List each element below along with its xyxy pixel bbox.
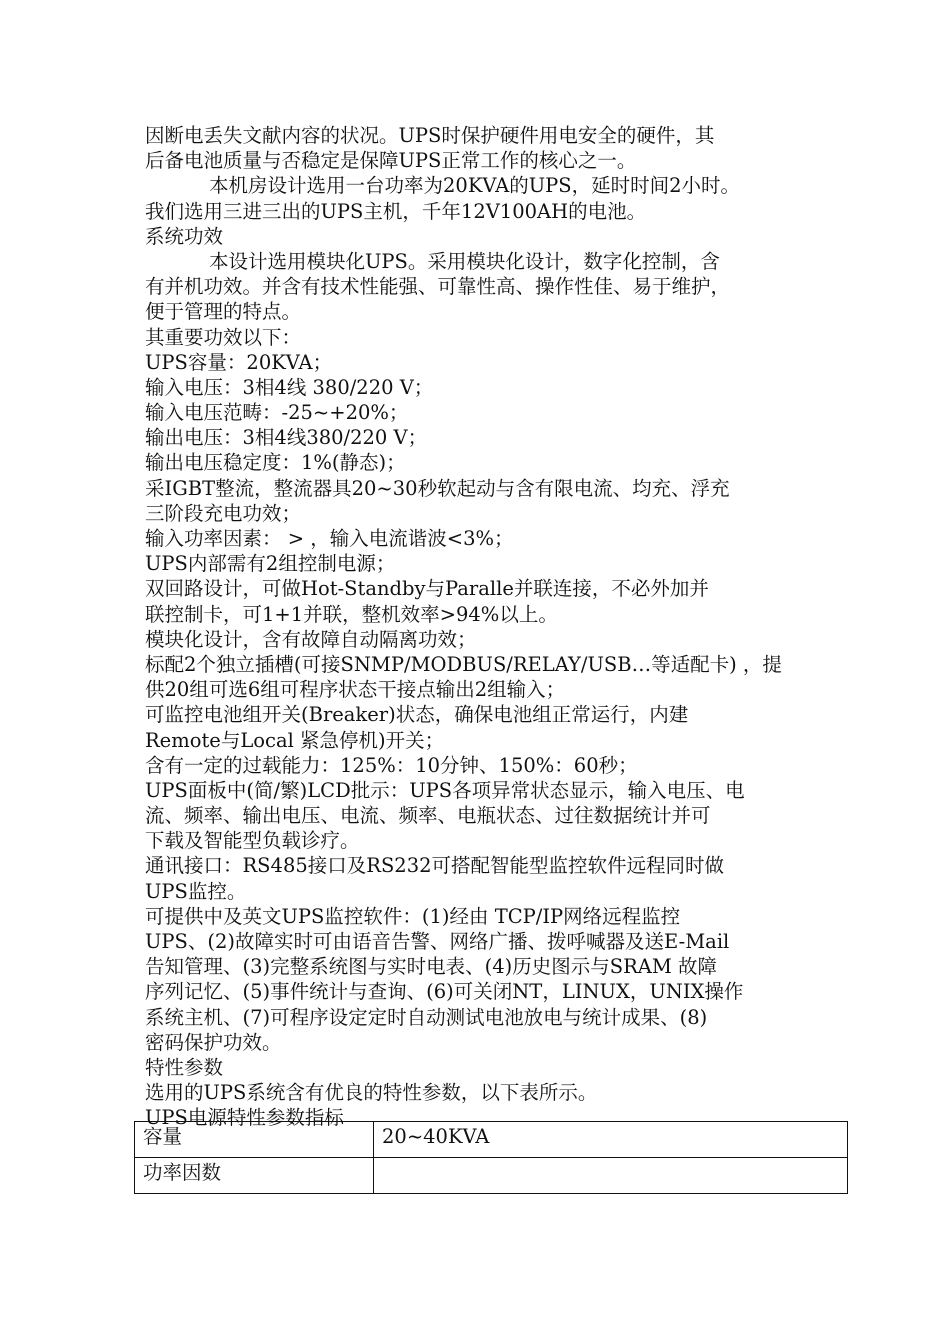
ups-spec-table xyxy=(134,1121,848,1194)
text-line: 可监控电池组开关(Breaker)状态，确保电池组正常运行，内建 xyxy=(145,703,689,727)
text-line: 可提供中及英文UPS监控软件：(1)经由 TCP/IP网络远程监控 xyxy=(145,904,681,928)
text-line: 供20组可选6组可程序状态干接点输出2组输入； xyxy=(145,678,566,702)
text-line: UPS面板中(简/繁)LCD批示：UPS各项异常状态显示，输入电压、电 xyxy=(145,778,745,802)
text-line: UPS、(2)故障实时可由语音告警、网络广播、拨呼喊器及送E-Mail xyxy=(145,930,730,953)
text-line: 输入电压：3相4线 380/220 V； xyxy=(145,375,434,399)
text-line: UPS监控。 xyxy=(145,879,247,903)
table-cell-value: 20~40KVA xyxy=(374,1122,848,1158)
text-line: 特性参数 xyxy=(145,1055,224,1079)
text-line: 后备电池质量与否稳定是保障UPS正常工作的核心之一。 xyxy=(145,149,637,173)
text-line: 双回路设计，可做Hot-Standby与Paralle并联连接，不必外加并 xyxy=(145,577,709,601)
text-line: 联控制卡，可1+1并联，整机效率>94%以上。 xyxy=(145,602,558,626)
text-line: 选用的UPS系统含有优良的特性参数，以下表所示。 xyxy=(145,1081,598,1105)
table-cell-label: 功率因数 xyxy=(135,1158,374,1194)
text-line: 告知管理、(3)完整系统图与实时电表、(4)历史图示与SRAM 故障 xyxy=(145,955,718,979)
table-row xyxy=(135,1158,848,1194)
text-line: 密码保护功效。 xyxy=(145,1030,282,1054)
table-cell-label: 容量 xyxy=(135,1122,374,1158)
text-line: 流、频率、输出电压、电流、频率、电瓶状态、过往数据统计并可 xyxy=(145,804,711,828)
text-line: 有并机功效。并含有技术性能强、可靠性高、操作性佳、易于维护， xyxy=(145,275,731,299)
text-line: 序列记忆、(5)事件统计与查询、(6)可关闭NT，LINUX，UNIX操作 xyxy=(145,980,744,1004)
text-line: 系统主机、(7)可程序设定定时自动测试电池放电与统计成果、(8) xyxy=(145,1005,708,1029)
text-line: 输入功率因素： > ，输入电流谐波<3%； xyxy=(145,527,514,550)
text-line: 模块化设计，含有故障自动隔离功效； xyxy=(145,627,477,651)
text-line: 标配2个独立插槽(可接SNMP/MODBUS/RELAY/USB…等适配卡) ，提 xyxy=(145,652,782,676)
text-line: UPS容量：20KVA； xyxy=(145,350,333,374)
text-line: 输出电压：3相4线380/220 V； xyxy=(145,426,428,450)
table-cell-value xyxy=(374,1158,848,1194)
text-line: 系统功效 xyxy=(145,224,224,248)
text-line: 输出电压稳定度：1%(静态)； xyxy=(145,451,406,475)
text-line: 因断电丢失文献内容的状况。UPS时保护硬件用电安全的硬件，其 xyxy=(145,124,715,147)
text-line: 便于管理的特点。 xyxy=(145,300,302,324)
text-line: 采IGBT整流，整流器具20~30秒软起动与含有限电流、均充、浮充 xyxy=(145,476,730,500)
body-text xyxy=(145,123,810,1131)
text-line: 三阶段充电功效； xyxy=(145,501,302,525)
text-line: 本机房设计选用一台功率为20KVA的UPS，延时时间2小时。 xyxy=(209,174,741,198)
text-line: 其重要功效以下： xyxy=(145,325,302,349)
text-line: 输入电压范畴：-25~+20%； xyxy=(145,401,409,425)
text-line: 通讯接口：RS485接口及RS232可搭配智能型监控软件远程同时做 xyxy=(145,854,725,878)
table-row xyxy=(135,1122,848,1158)
text-line: 我们选用三进三出的UPS主机，千年12V100AH的电池。 xyxy=(145,199,647,223)
text-line: 下载及智能型负载诊疗。 xyxy=(145,829,360,853)
text-line: 含有一定的过载能力：125%：10分钟、150%：60秒； xyxy=(145,753,638,777)
text-line: Remote与Local 紧急停机)开关； xyxy=(145,728,445,752)
text-line: UPS电源特性参数指标 xyxy=(145,1106,344,1130)
text-line: 本设计选用模块化UPS。采用模块化设计，数字化控制，含 xyxy=(209,249,720,273)
text-line: UPS内部需有2组控制电源； xyxy=(145,552,396,576)
